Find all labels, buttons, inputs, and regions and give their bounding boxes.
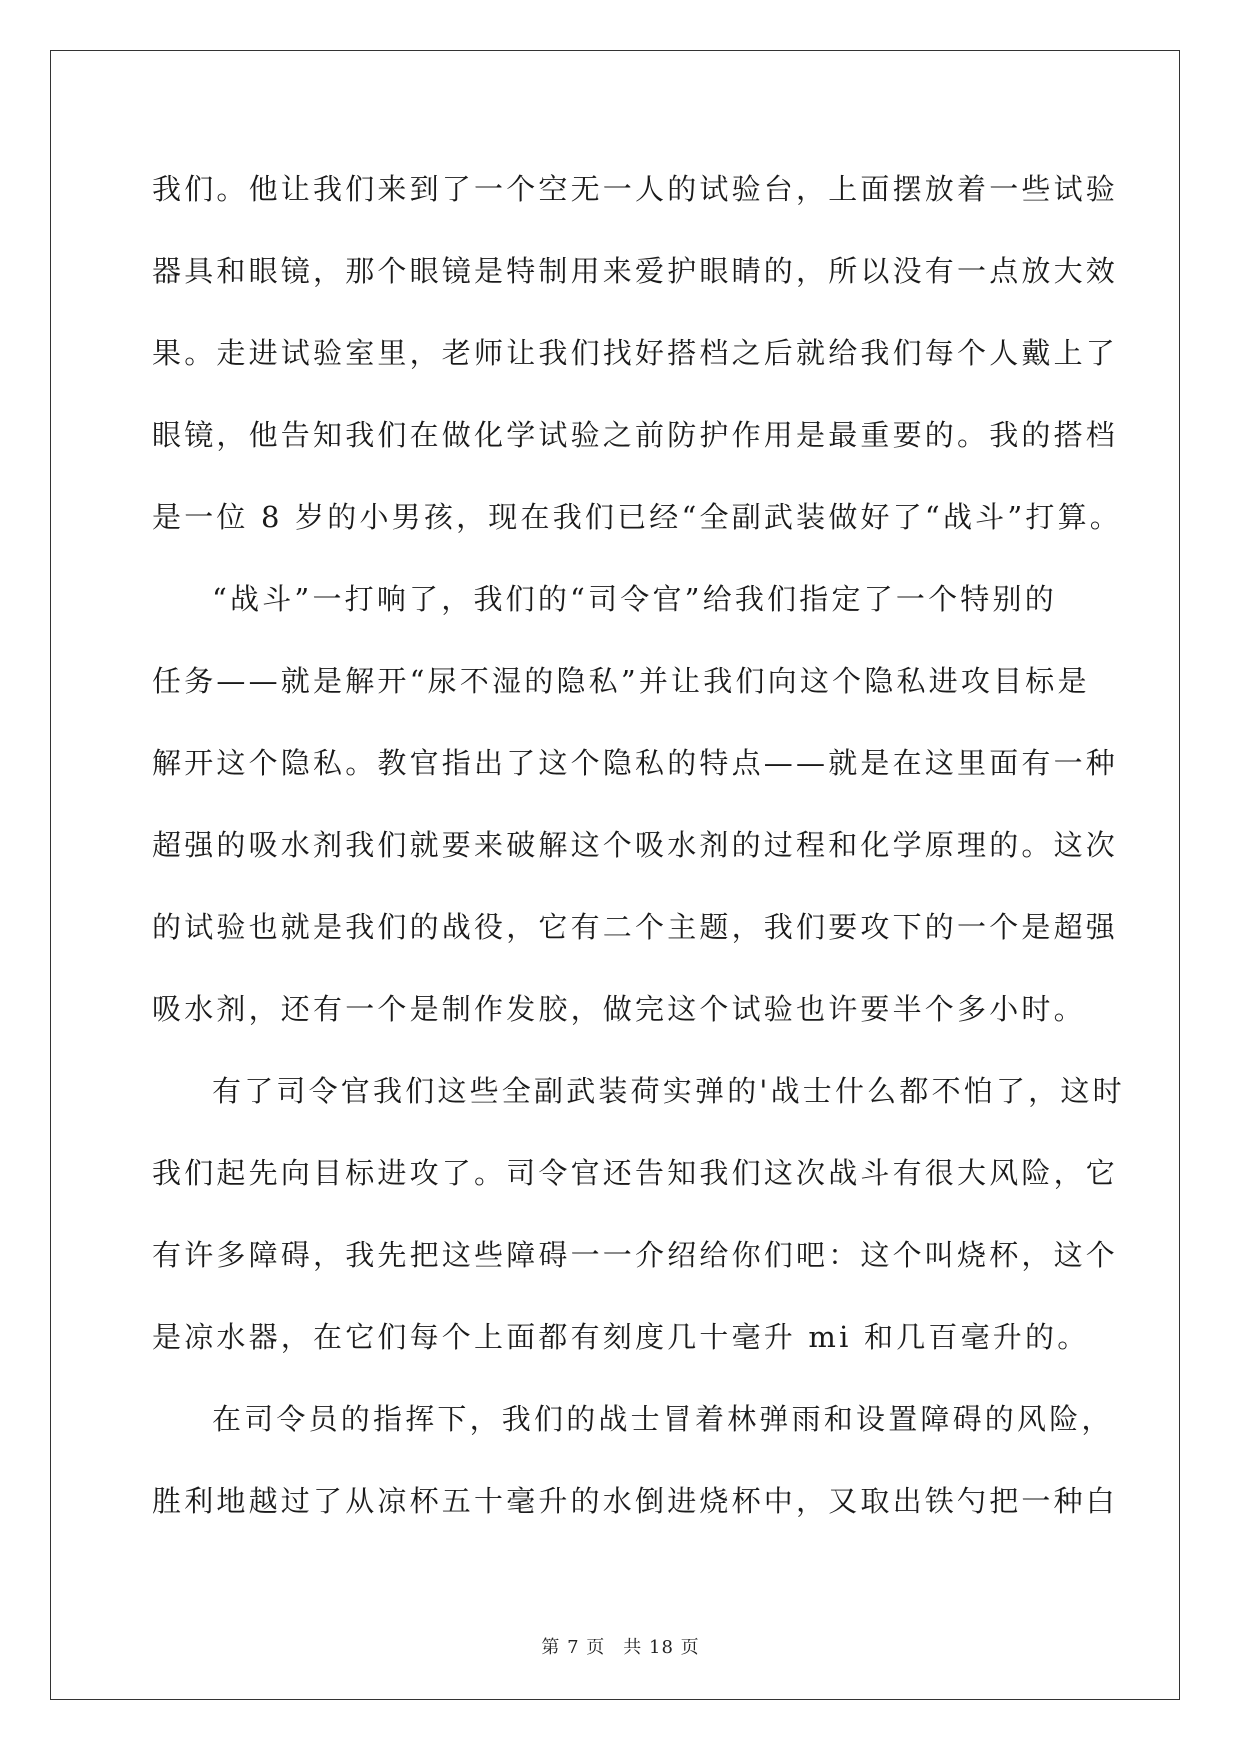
text-line-10: 的试验也就是我们的战役，它有二个主题，我们要攻下的一个是超强 [152, 910, 1119, 944]
text-line-4: 眼镜，他告知我们在做化学试验之前防护作用是最重要的。我的搭档 [152, 418, 1119, 452]
text-line-11: 吸水剂，还有一个是制作发胶，做完这个试验也许要半个多小时。 [152, 992, 1086, 1026]
document-body [152, 160, 1125, 1554]
text-line-16: 在司令员的指挥下，我们的战士冒着林弹雨和设置障碍的风险， [212, 1402, 1114, 1436]
text-line-13: 我们起先向目标进攻了。司令官还告知我们这次战斗有很大风险，它 [152, 1156, 1119, 1190]
text-line-6: “战斗”一打响了，我们的“司令官”给我们指定了一个特别的 [212, 582, 1057, 616]
text-line-15: 是凉水器，在它们每个上面都有刻度几十毫升 mi 和几百毫升的。 [152, 1320, 1090, 1354]
text-line-9: 超强的吸水剂我们就要来破解这个吸水剂的过程和化学原理的。这次 [152, 828, 1119, 862]
page-number: 第 7 页 [541, 1637, 606, 1658]
text-line-2: 器具和眼镜，那个眼镜是特制用来爱护眼睛的，所以没有一点放大效 [152, 254, 1119, 288]
page-footer [0, 1633, 1241, 1659]
page-total: 共 18 页 [623, 1637, 700, 1658]
text-line-7: 任务——就是解开“尿不湿的隐私”并让我们向这个隐私进攻目标是 [152, 664, 1090, 698]
text-line-8: 解开这个隐私。教官指出了这个隐私的特点——就是在这里面有一种 [152, 746, 1119, 780]
text-line-12: 有了司令官我们这些全副武装荷实弹的'战士什么都不怕了，这时 [212, 1074, 1125, 1108]
text-line-1: 我们。他让我们来到了一个空无一人的试验台，上面摆放着一些试验 [152, 172, 1119, 206]
text-line-3: 果。走进试验室里，老师让我们找好搭档之后就给我们每个人戴上了 [152, 336, 1119, 370]
text-line-17: 胜利地越过了从凉杯五十毫升的水倒进烧杯中，又取出铁勺把一种白 [152, 1484, 1119, 1518]
text-line-14: 有许多障碍，我先把这些障碍一一介绍给你们吧：这个叫烧杯，这个 [152, 1238, 1119, 1272]
text-line-5: 是一位 8 岁的小男孩，现在我们已经“全副武装做好了“战斗”打算。 [152, 500, 1122, 534]
